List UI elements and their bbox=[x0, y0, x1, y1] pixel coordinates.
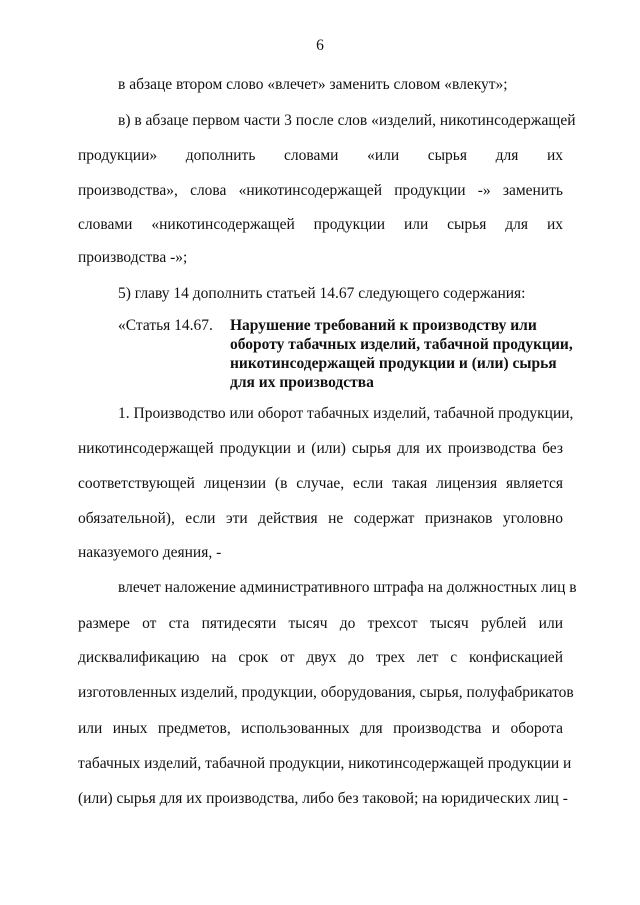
article-title-line: Нарушение требований к производству или bbox=[230, 317, 537, 334]
article-title-line: никотинсодержащей продукции и (или) сырья bbox=[230, 355, 557, 372]
body-line: размере от ста пятидесяти тысяч до трехсот тысяч рублей или bbox=[78, 615, 563, 632]
article-label: «Статья 14.67. bbox=[118, 317, 213, 334]
paragraph-line: производства -»; bbox=[78, 249, 188, 266]
paragraph-line: в) в абзаце первом части 3 после слов «изделий, никотинсодержащей bbox=[118, 112, 576, 129]
body-line: изготовленных изделий, продукции, оборудования, сырья, полуфабрикатов bbox=[78, 684, 574, 701]
body-line: (или) сырья для их производства, либо без таковой; на юридических лиц - bbox=[78, 790, 568, 807]
page-number: 6 bbox=[316, 37, 324, 54]
paragraph-line: в абзаце втором слово «влечет» заменить словом «влекут»; bbox=[118, 76, 508, 93]
paragraph-line: продукции» дополнить словами «или сырья для их bbox=[78, 147, 563, 164]
body-line: 1. Производство или оборот табачных изделий, табачной продукции, bbox=[118, 405, 574, 422]
body-line: обязательной), если эти действия не содержат признаков уголовно bbox=[78, 510, 563, 527]
paragraph-line: словами «никотинсодержащей продукции или сырья для их bbox=[78, 216, 563, 233]
body-line: никотинсодержащей продукции и (или) сырья для их производства без bbox=[78, 440, 563, 457]
article-title-line: для их производства bbox=[230, 374, 374, 391]
body-line: соответствующей лицензии (в случае, если такая лицензия является bbox=[78, 475, 563, 492]
body-line: наказуемого деяния, - bbox=[78, 544, 222, 561]
body-line: влечет наложение административного штрафа на должностных лиц в bbox=[118, 579, 577, 596]
article-title bbox=[230, 316, 573, 392]
paragraph-line: производства», слова «никотинсодержащей продукции -» заменить bbox=[78, 182, 563, 199]
body-line: дисквалификацию на срок от двух до трех лет с конфискацией bbox=[78, 649, 563, 666]
body-line: табачных изделий, табачной продукции, никотинсодержащей продукции и bbox=[78, 755, 572, 772]
paragraph-line: 5) главу 14 дополнить статьей 14.67 следующего содержания: bbox=[118, 285, 526, 302]
body-line: или иных предметов, использованных для производства и оборота bbox=[78, 720, 563, 737]
article-title-line: обороту табачных изделий, табачной продукции, bbox=[230, 336, 573, 353]
